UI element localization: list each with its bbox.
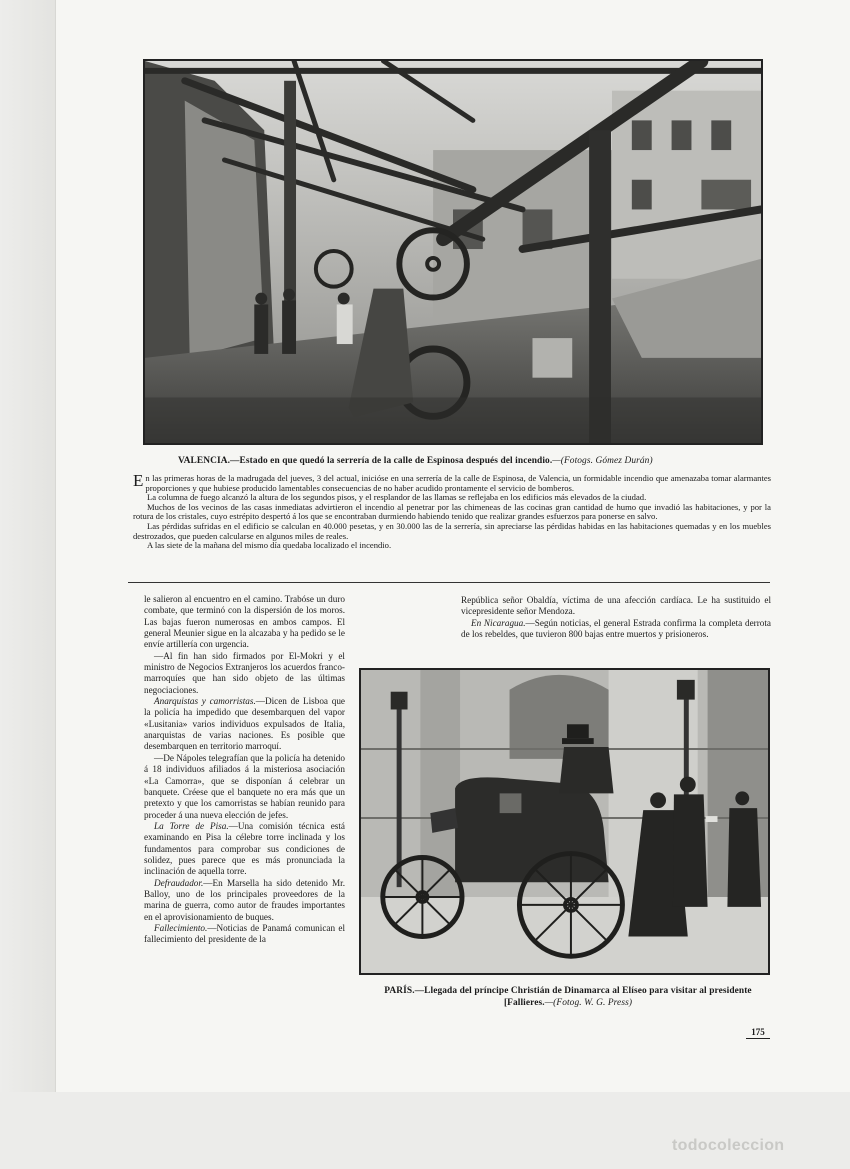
news-paragraph: Defraudador.—En Marsella ha sido detenido Mr. Balloy, uno de los principales proveedores de la marina de guerra, como autor de fraudes importantes en el aprovisionamiento de buques. <box>144 877 345 922</box>
news-paragraph: Fallecimiento.—Noticias de Panamá comunican el fallecimiento del presidente de la <box>144 922 345 945</box>
caption-place: PARÍS. <box>384 986 415 996</box>
valencia-fire-article <box>133 471 771 551</box>
news-paragraph: —De Nápoles telegrafían que la policía ha detenido á 18 individuos afiliados á la misteriosa asociación «La Camorra», que se disponían á celebrar un banquete. Créese que el banquete no era más que un pretexto y que los camorristas se habían reunido para proceder á una nueva elección de jefes. <box>144 752 345 820</box>
caption-text: —Llegada del príncipe Christián de Dinamarca al Elíseo para visitar al presidente [Fallieres. <box>414 986 752 1008</box>
news-paragraph: —Al fin han sido firmados por El-Mokri y el ministro de Negocios Extranjeros los acuerdos franco-marroquíes que han sido objeto de las últimas negociaciones. <box>144 650 345 695</box>
paris-photo-caption <box>372 985 764 1009</box>
intro-paragraph: Muchos de los vecinos de las casas inmediatas advirtieron el incendio al penetrar por las chimeneas de las cocinas gran cantidad de humo que invadió las habitaciones, y por la rotura de los cristales, cuyo estrépito despertó á los que se encontraban durmiendo habiendo tenido que realizar grandes esfuerzos para ponerse en salvo. <box>133 501 771 522</box>
caption-credit: —(Fotogs. Gómez Durán) <box>552 456 653 466</box>
news-paragraph: República señor Obaldía, víctima de una afección cardíaca. Le ha sustituido el vicepresidente señor Mendoza. <box>461 595 771 617</box>
news-column-left <box>144 594 345 946</box>
watermark: todocoleccion <box>672 1137 785 1154</box>
news-column-right <box>461 595 771 640</box>
drop-cap: E <box>133 471 144 490</box>
caption-place: VALENCIA. <box>178 456 231 466</box>
intro-paragraph: En las primeras horas de la madrugada del jueves, 3 del actual, inicióse en una serrería de la calle de Espinosa, de Valencia, un formidable incendio que amenazaba tomar alarmantes proporciones y que hubiese producido lamentables consecuencias de no haber acudido prontamente el servicio de bomberos. <box>133 471 771 493</box>
news-paragraph: La Torre de Pisa.—Una comisión técnica está examinando en Pisa la célebre torre inclinada y los fundamentos para comprobar sus condiciones de solidez, pues parece que es más pronunciada la inclinación de aquella torre. <box>144 820 345 877</box>
news-heading: En Nicaragua. <box>471 617 526 628</box>
valencia-fire-photo <box>143 59 763 445</box>
page-number: 175 <box>746 1027 770 1039</box>
intro-paragraph: A las siete de la mañana del mismo día quedaba localizado el incendio. <box>147 540 392 551</box>
caption-text: —Estado en que quedó la serrería de la calle de Espinosa después del incendio. <box>230 456 553 466</box>
intro-paragraph: Las pérdidas sufridas en el edificio se calculan en 40.000 pesetas, y en 30.000 las de la serrería, sin apreciarse las pérdidas habidas en las habitaciones quemadas y en los muebles destrozados, que pueden calcularse en algunos miles de reales. <box>133 520 771 541</box>
news-paragraph: le salieron al encuentro en el camino. Trabóse un duro combate, que terminó con la dispersión de los moros. Las bajas fueron numerosas en ambos campos. El general Meunier sigue en la alcazaba y ha pedido se le envíe artillería con urgencia. <box>144 594 345 650</box>
scan-bottom-strip <box>0 1092 850 1169</box>
paris-carriage-illustration <box>361 670 768 973</box>
news-heading: La Torre de Pisa. <box>154 820 229 831</box>
news-paragraph: Anarquistas y camorristas.—Dicen de Lisboa que la policía ha impedido que desembarquen del vapor «Lusitania» varios individuos expulsados de Italia, anarquistas de varias naciones. Es posible que desembarquen en territorio marroquí. <box>144 696 345 752</box>
news-paragraph: En Nicaragua.—Según noticias, el general Estrada confirma la completa derrota de los rebeldes, que tuvieron 800 bajas entre muertos y prisioneros. <box>461 617 771 640</box>
news-heading: Fallecimiento. <box>154 922 208 933</box>
intro-paragraph: La columna de fuego alcanzó la altura de los segundos pisos, y el resplandor de las llamas se reflejaba en los edificios más elevados de la ciudad. <box>147 492 647 503</box>
section-divider <box>128 582 770 583</box>
news-heading: Defraudador. <box>154 877 204 888</box>
caption-credit: —(Fotog. W. G. Press) <box>544 998 633 1008</box>
paris-carriage-photo <box>359 668 770 975</box>
valencia-photo-caption <box>178 455 758 467</box>
news-heading: Anarquistas y camorristas. <box>154 696 256 707</box>
page-left-margin <box>0 0 56 1169</box>
valencia-fire-illustration <box>145 61 761 443</box>
